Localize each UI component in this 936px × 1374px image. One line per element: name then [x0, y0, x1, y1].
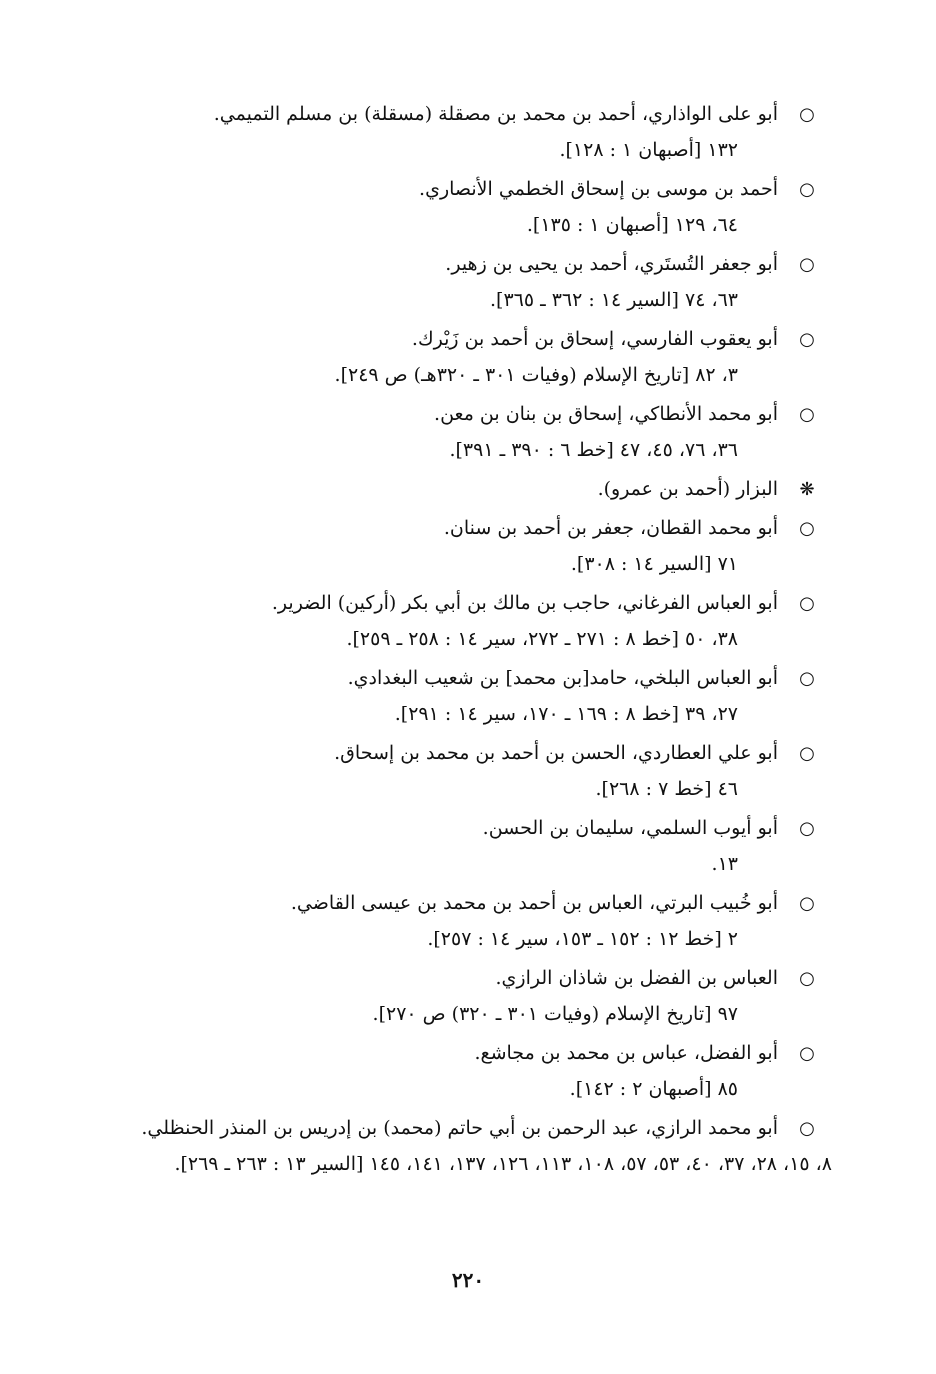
circle-bullet-icon: ○: [799, 818, 815, 839]
entry-item: [110, 510, 832, 582]
entry-name: أبو محمد القطان، جعفر بن أحمد بن سنان.: [443, 517, 778, 539]
circle-bullet-icon: ○: [799, 329, 815, 350]
entry-item: [110, 96, 832, 168]
entry-name: العباس بن الفضل بن شاذان الرازي.: [495, 967, 778, 989]
entry-references: ٣٨، ٥٠ [خط ٨ : ٢٧١ ـ ٢٧٢، سير ١٤ : ٢٥٨ ـ ٢٥٩].: [346, 628, 738, 650]
circle-bullet-icon: ○: [799, 518, 815, 539]
entry-item: [110, 735, 832, 807]
entry-item: [110, 471, 832, 507]
circle-bullet-icon: ○: [799, 104, 815, 125]
entry-references: ١٣٢ [أصبهان ١ : ١٢٨].: [559, 139, 738, 161]
entry-name: البزار (أحمد بن عمرو).: [597, 478, 778, 500]
circle-bullet-icon: ○: [799, 968, 815, 989]
entry-item: [110, 1110, 832, 1182]
circle-bullet-icon: ○: [799, 893, 815, 914]
entry-name: أبو العباس البلخي، حامد[بن محمد] بن شعيب البغدادي.: [347, 667, 778, 689]
entry-references: ٧١ [السير ١٤ : ٣٠٨].: [570, 553, 738, 575]
entry-references: ٣٦، ٧٦، ٤٥، ٤٧ [خط ٦ : ٣٩٠ ـ ٣٩١].: [449, 439, 738, 461]
entry-references: ٩٧ [تاريخ الإسلام (وفيات ٣٠١ ـ ٣٢٠) ص ٢٧٠].: [372, 1003, 738, 1025]
circle-bullet-icon: ○: [799, 179, 815, 200]
circle-bullet-icon: ○: [799, 668, 815, 689]
circle-bullet-icon: ○: [799, 1118, 815, 1139]
entry-item: [110, 885, 832, 957]
entry-item: [110, 660, 832, 732]
entry-name: أبو يعقوب الفارسي، إسحاق بن أحمد بن زَيْرك.: [411, 328, 778, 350]
circle-bullet-icon: ○: [799, 1043, 815, 1064]
page-number: ٢٢٠: [451, 1268, 485, 1292]
entry-references: ٨، ١٥، ٢٨، ٣٧، ٤٠، ٥٣، ٥٧، ١٠٨، ١١٣، ١٢٦، ١٣٧، ١٤١، ١٤٥ [السير ١٣ : ٢٦٣ ـ ٢٦٩].: [174, 1153, 832, 1175]
asterisk-bullet-icon: ❋: [799, 479, 815, 500]
entry-name: أبو الفضل، عباس بن محمد بن مجاشع.: [474, 1042, 778, 1064]
entry-item: [110, 321, 832, 393]
entry-name: أبو علي العطاردي، الحسن بن أحمد بن محمد بن إسحاق.: [334, 742, 778, 764]
entry-list: [110, 96, 832, 1185]
entry-references: ٢ [خط ١٢ : ١٥٢ ـ ١٥٣، سير ١٤ : ٢٥٧].: [427, 928, 738, 950]
entry-references: ٦٣، ٧٤ [السير ١٤ : ٣٦٢ ـ ٣٦٥].: [489, 289, 738, 311]
entry-name: أبو جعفر التُستَري، أحمد بن يحيى بن زهير.: [445, 253, 778, 275]
entry-references: ٨٥ [أصبهان ٢ : ١٤٢].: [569, 1078, 738, 1100]
entry-name: أبو محمد الأنطاكي، إسحاق بن بنان بن معن.: [434, 403, 778, 425]
circle-bullet-icon: ○: [799, 404, 815, 425]
entry-item: [110, 810, 832, 882]
entry-item: [110, 396, 832, 468]
circle-bullet-icon: ○: [799, 593, 815, 614]
entry-item: [110, 171, 832, 243]
circle-bullet-icon: ○: [799, 254, 815, 275]
entry-item: [110, 960, 832, 1032]
circle-bullet-icon: ○: [799, 743, 815, 764]
entry-references: ٢٧، ٣٩ [خط ٨ : ١٦٩ ـ ١٧٠، سير ١٤ : ٢٩١].: [394, 703, 738, 725]
entry-references: ٤٦ [خط ٧ : ٢٦٨].: [595, 778, 738, 800]
entry-item: [110, 246, 832, 318]
entry-references: ١٣.: [711, 853, 738, 875]
entry-name: أبو أيوب السلمي، سليمان بن الحسن.: [482, 817, 778, 839]
entry-name: أبو خُبيب البرتي، العباس بن أحمد بن محمد بن عيسى القاضي.: [290, 892, 778, 914]
entry-name: أبو محمد الرازي، عبد الرحمن بن أبي حاتم (محمد) بن إدريس بن المنذر الحنظلي.: [141, 1117, 778, 1139]
entry-item: [110, 585, 832, 657]
entry-name: أحمد بن موسى بن إسحاق الخطمي الأنصاري.: [419, 178, 778, 200]
entry-name: أبو على الواذاري، أحمد بن محمد بن مصقلة (مسقلة) بن مسلم التميمي.: [213, 103, 778, 125]
entry-name: أبو العباس الفرغاني، حاجب بن مالك بن أبي بكر (أركين) الضرير.: [271, 592, 778, 614]
entry-references: ٦٤، ١٢٩ [أصبهان ١ : ١٣٥].: [526, 214, 738, 236]
entry-references: ٣، ٨٢ [تاريخ الإسلام (وفيات ٣٠١ ـ ٣٢٠هـ) ص ٢٤٩].: [334, 364, 738, 386]
entry-item: [110, 1035, 832, 1107]
